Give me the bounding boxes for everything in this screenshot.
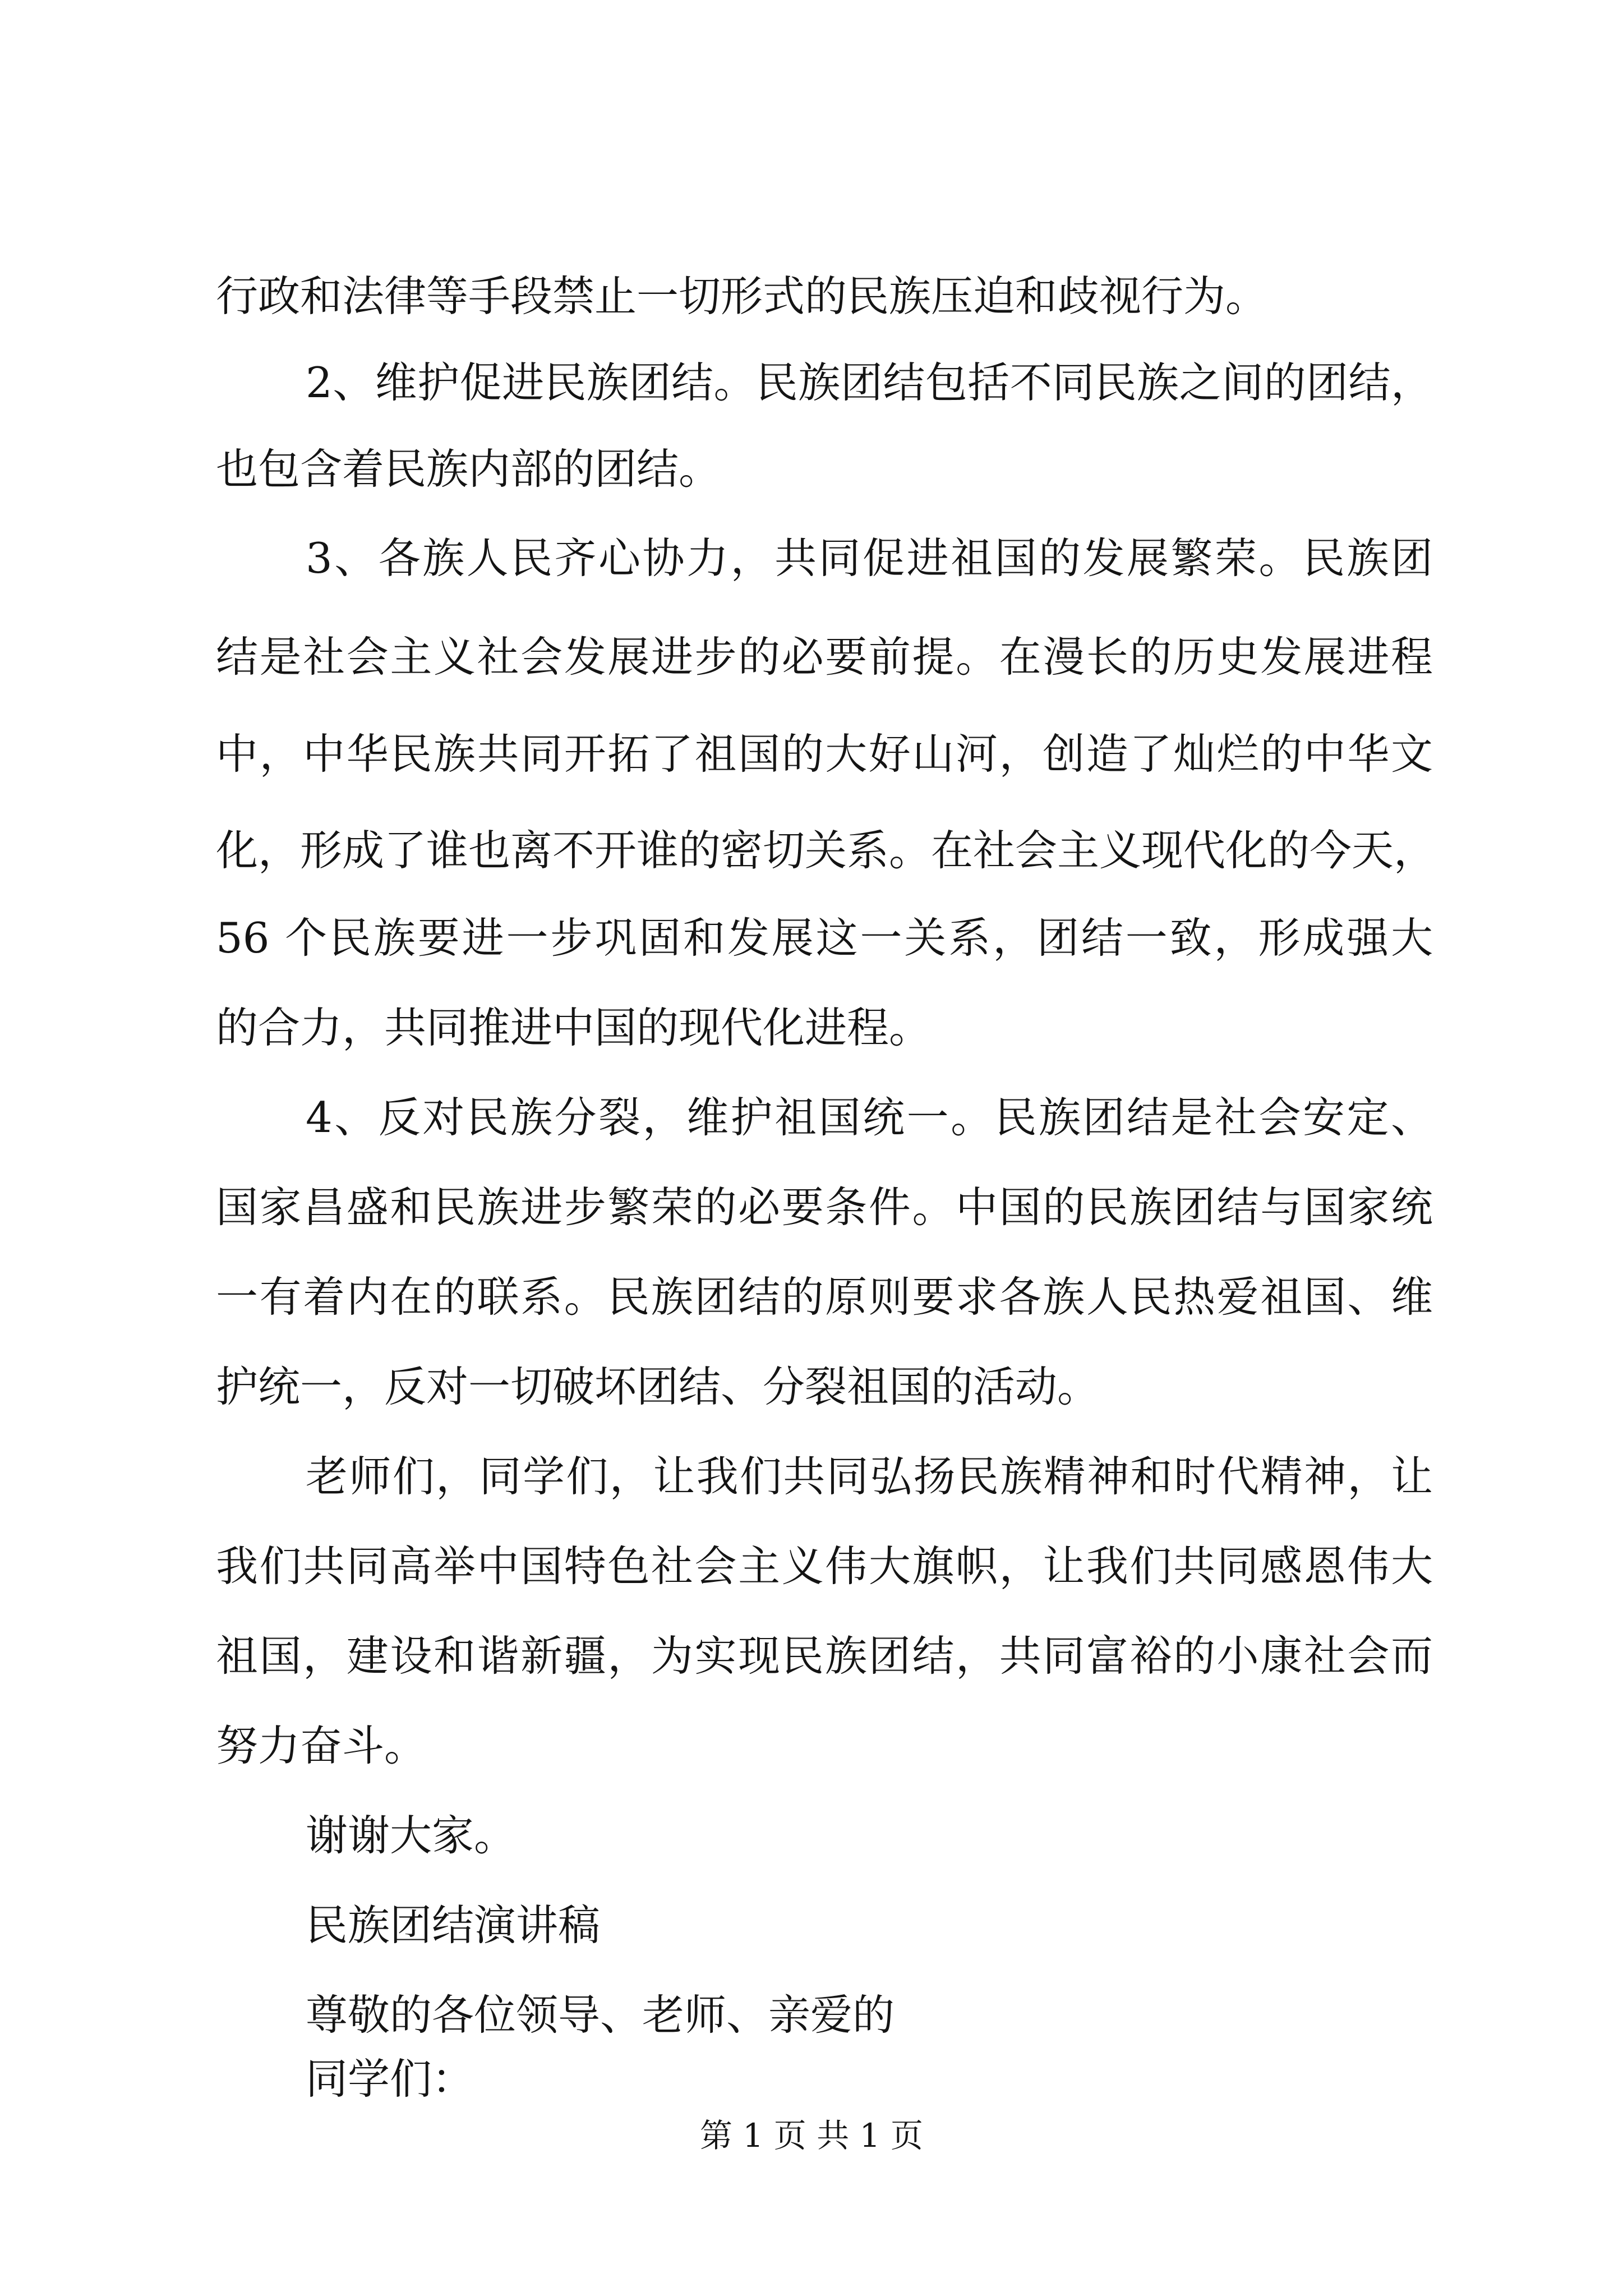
text-line: 56 个民族要进一步巩固和发展这一关系，团结一致，形成强大 — [216, 913, 1433, 963]
text-line: 尊敬的各位领导、老师、亲爱的 — [306, 1990, 895, 2040]
text-line: 也包含着民族内部的团结。 — [216, 444, 721, 494]
text-line: 行政和法律等手段禁止一切形式的民族压迫和歧视行为。 — [216, 272, 1268, 321]
page-footer: 第 1 页 共 1 页 — [700, 2116, 923, 2155]
text-line: 同学们： — [306, 2054, 474, 2104]
text-line: 谢谢大家。 — [306, 1811, 517, 1860]
text-line: 的合力，共同推进中国的现代化进程。 — [216, 1003, 932, 1052]
text-line: 我们共同高举中国特色社会主义伟大旗帜，让我们共同感恩伟大 — [216, 1542, 1433, 1591]
text-line: 3、各族人民齐心协力，共同促进祖国的发展繁荣。民族团 — [306, 533, 1433, 583]
text-line: 2、维护促进民族团结。民族团结包括不同民族之间的团结， — [306, 358, 1433, 407]
text-line: 中，中华民族共同开拓了祖国的大好山河，创造了灿烂的中华文 — [216, 729, 1433, 779]
text-line: 努力奋斗。 — [216, 1721, 427, 1770]
text-line: 祖国，建设和谐新疆，为实现民族团结，共同富裕的小康社会而 — [216, 1631, 1433, 1681]
text-line: 结是社会主义社会发展进步的必要前提。在漫长的历史发展进程 — [216, 632, 1433, 682]
text-line: 老师们，同学们，让我们共同弘扬民族精神和时代精神，让 — [306, 1452, 1433, 1501]
text-line: 民族团结演讲稿 — [306, 1901, 601, 1950]
text-line: 护统一，反对一切破坏团结、分裂祖国的活动。 — [216, 1362, 1100, 1411]
text-line: 一有着内在的联系。民族团结的原则要求各族人民热爱祖国、维 — [216, 1272, 1433, 1322]
text-line: 化，形成了谁也离不开谁的密切关系。在社会主义现代化的今天， — [216, 826, 1436, 875]
text-line: 4、反对民族分裂，维护祖国统一。民族团结是社会安定、 — [306, 1093, 1433, 1142]
text-line: 国家昌盛和民族进步繁荣的必要条件。中国的民族团结与国家统 — [216, 1182, 1433, 1232]
